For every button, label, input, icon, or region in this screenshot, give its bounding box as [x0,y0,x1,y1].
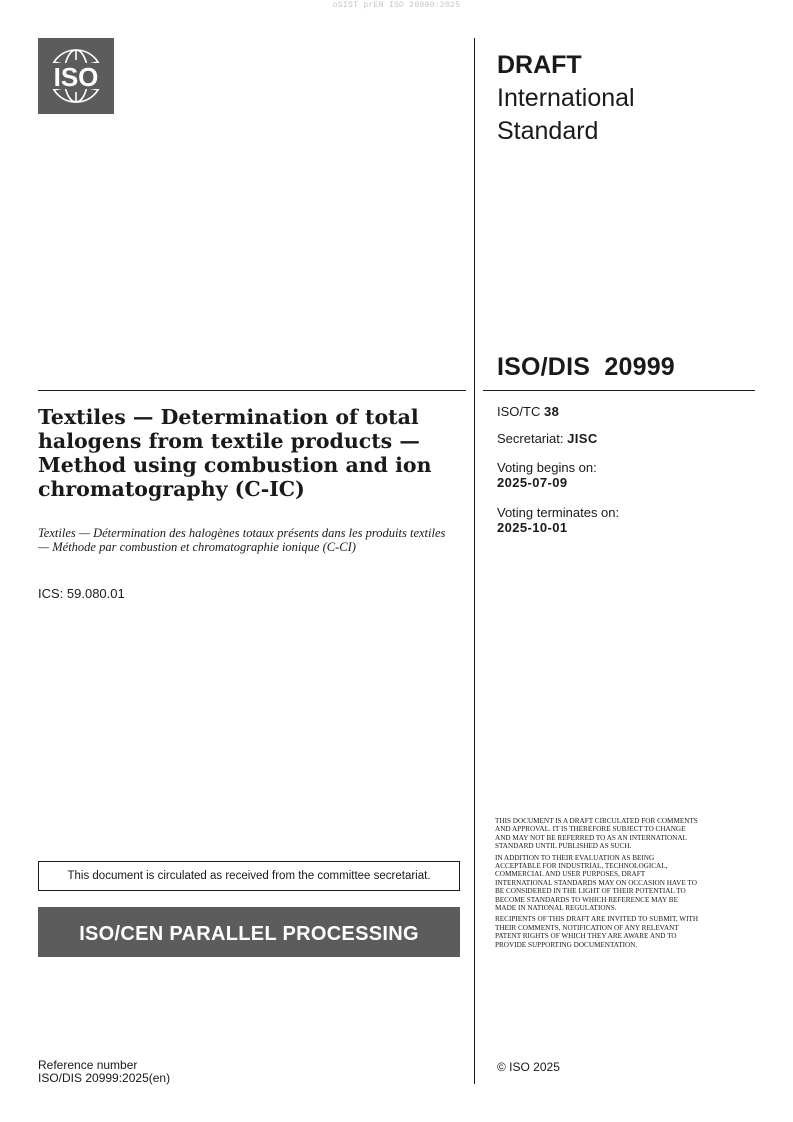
secretariat-label: Secretariat: [497,431,564,446]
circulated-notice-box: This document is circulated as received from the committee secretariat. [38,861,460,891]
doc-type-international: International [497,84,635,112]
voting-terminates-label: Voting terminates on: [497,505,620,520]
tc-value: 38 [543,404,560,419]
draft-notice-paragraph: RECIPIENTS OF THIS DRAFT ARE INVITED TO SUBMIT, WITH THEIR COMMENTS, NOTIFICATION OF ANY RELEVANT PATENT RIGHTS OF WHICH THEY ARE AWARE AND TO PROVIDE SUPPORTING DOCUMENTATION. [495,915,699,949]
iso-logo-icon [38,38,114,114]
voting-begins-date: 2025-07-09 [497,475,568,490]
doc-type-draft: DRAFT [497,51,582,79]
watermark: oSIST prEN ISO 20999:2025 [332,1,461,10]
voting-begins-label: Voting begins on: [497,460,597,475]
doc-type-standard: Standard [497,117,599,145]
draft-notice-paragraph: THIS DOCUMENT IS A DRAFT CIRCULATED FOR COMMENTS AND APPROVAL. IT IS THEREFORE SUBJECT TO CHANGE AND MAY NOT BE REFERRED TO AS AN INTERNATIONAL STANDARD UNTIL PUBLISHED AS SUCH. [495,817,698,851]
tc-label: ISO/TC [497,404,541,419]
parallel-processing-banner: ISO/CEN PARALLEL PROCESSING [38,907,460,957]
secretariat [497,431,598,446]
draft-notice [495,817,700,952]
technical-committee [497,404,559,419]
ics-code: ICS: 59.080.01 [38,586,125,601]
right-horizontal-rule [483,390,755,391]
reference-label: Reference number [38,1058,138,1072]
draft-notice-paragraph: IN ADDITION TO THEIR EVALUATION AS BEING ACCEPTABLE FOR INDUSTRIAL, TECHNOLOGICAL, COMMERCIAL AND USER PURPOSES, DRAFT INTERNATIONAL STANDARDS MAY ON OCCASION HAVE TO BE CONSIDERED IN THE LIGHT OF THEIR POTENTIAL TO BECOME STANDARDS TO WHICH REFERENCE MAY BE MADE IN NATIONAL REGULATIONS. [495,853,697,913]
document-type [497,49,635,148]
left-horizontal-rule [38,390,466,391]
title-english: Textiles — Determination of total halogens from textile products — Method using combustion and ion chromatography (C-IC) [38,405,432,501]
vertical-divider [474,38,475,1084]
reference-value: ISO/DIS 20999:2025(en) [38,1071,171,1085]
copyright: © ISO 2025 [497,1060,560,1074]
voting-begins [497,460,597,490]
voting-terminates [497,505,619,535]
title-french: Textiles — Détermination des halogènes totaux présents dans les produits textiles — Méthode par combustion et chromatographie ionique (C-CI) [38,526,446,554]
document-number: ISO/DIS 20999 [497,353,675,381]
voting-terminates-date: 2025-10-01 [497,520,568,535]
reference-number [38,1059,170,1085]
logo-text: ISO [53,62,99,92]
secretariat-value: JISC [567,431,598,446]
